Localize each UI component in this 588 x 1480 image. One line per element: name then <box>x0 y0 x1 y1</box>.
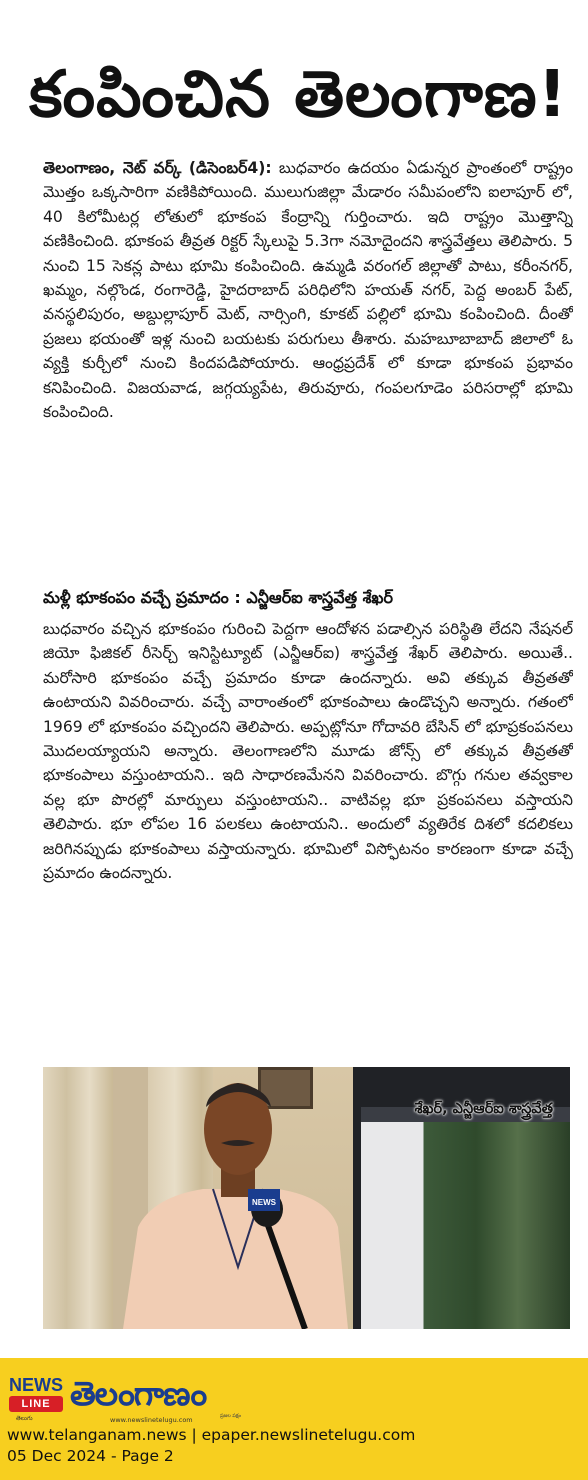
logo-line-text: LINE <box>9 1396 63 1412</box>
telanganam-logo: తెలంగాణం <box>70 1374 207 1413</box>
dateline: తెలంగాణం, నెట్ వర్క్ (డిసెంబర్4): <box>43 159 272 177</box>
mic-flag-label: NEWS <box>252 1198 276 1207</box>
logo-news-text: NEWS <box>9 1375 63 1395</box>
footer-urls: www.telanganam.news | epaper.newslinetelugu.com <box>7 1426 416 1444</box>
photo-caption: శేఖర్, ఎన్జీఆర్ఐ శాస్త్రవేత్త <box>414 1101 553 1117</box>
article-photo <box>43 1067 570 1329</box>
subheading: మళ్లీ భూకంపం వచ్చే ప్రమాదం : ఎన్జీఆర్ఐ శాస్త్రవేత్త శేఖర్ <box>43 588 393 607</box>
logo-news-sub: తెలుగు <box>16 1415 33 1422</box>
article-paragraph-1 <box>43 156 573 584</box>
footer <box>0 1358 588 1480</box>
logo-website: www.newslinetelugu.com <box>110 1416 193 1424</box>
newsline-logo <box>6 1375 66 1422</box>
headline: కంపించిన తెలంగాణ! <box>29 58 568 132</box>
logo-tagline: ప్రజల పక్షం <box>220 1413 242 1419</box>
paragraph-1-text: బుధవారం ఉదయం ఏడున్నర ప్రాంతంలో రాష్ట్రం మొత్తం ఒక్కసారిగా వణికిపోయింది. ములుగుజిల్లా మేడారం సమీపంలోని ఐలాపూర్ లో, 40 కిలోమీటర్ల లోతులో భూకంప కేంద్రాన్ని గుర్తించారు. ఇది రాష్ట్రం మొత్తాన్ని వణికించింది. భూకంప తీవ్రత రిక్టర్ స్కేలుపై 5.3గా నమోదైందని శాస్త్రవేత్తలు తెలిపారు. 5 నుంచి 15 సెకన్ల పాటు భూమి కంపించింది. ఉమ్మడి వరంగల్ జిల్లాతో పాటు, కరీంనగర్, ఖమ్మం, నల్గొండ, రంగారెడ్డి, హైదరాబాద్ పరిధిలోని హయత్ నగర్, పెద్ద అంబర్ పేట్, వనస్థలిపురం, అబ్దుల్లాపూర్ మెట్, నార్సింగి, కూకట్ పల్లిలో భూమి కంపించింది. దీంతో ప్రజలు భయంతో ఇళ్ల నుంచి బయటకు పరుగులు తీశారు. మహబూబాబాద్ జిలాలో ఓ వ్యక్తి కుర్చీలో నుంచి కిందపడిపోయారు. ఆంధ్రప్రదేశ్ లో కూడా భూకంప ప్రభావం కనిపించింది. విజయవాడ, జగ్గయ్యపేట, తిరువూరు, గంపలగూడెం పరిసరాల్లో భూమి కంపించింది. <box>43 159 573 422</box>
footer-date-page: 05 Dec 2024 - Page 2 <box>7 1447 174 1465</box>
article-paragraph-2: బుధవారం వచ్చిన భూకంపం గురించి పెద్దగా ఆందోళన పడాల్సిన పరిస్థితి లేదని నేషనల్ జియో ఫిజికల్ రీసెర్చ్ ఇనిస్టిట్యూట్ (ఎన్జీఆర్ఐ) శాస్త్రవేత్త శేఖర్ తెలిపారు. అయితే.. మరోసారి భూకంపం వచ్చే ప్రమాదం కూడా ఉందన్నారు. అవి తక్కువ తీవ్రతతో ఉంటాయని వివరించారు. వచ్చే వారాంతంలో భూకంపాలు ఉండొచ్చని అన్నారు. గతంలో 1969 లో భూకంపం వచ్చిందని తెలిపారు. అప్పట్లోనూ గోదావరి బేసిన్ లో భూప్రకంపనలు మొదలయ్యాయని అన్నారు. తెలంగాణలోని మూడు జోన్స్ లో తక్కువ తీవ్రతతో భూకంపాలు వస్తుంటాయని.. ఇది సాధారణమేనని వివరించారు. బొగ్గు గనుల తవ్వకాల వల్ల భూ పొరల్లో మార్పులు వస్తుంటాయని.. వాటివల్ల భూ ప్రకంపనలు వస్తాయని తెలిపారు. భూ లోపల 16 పలకలు ఉంటాయని.. అందులో వ్యతిరేక దిశలో కదలికలు జరిగినప్పుడు భూకంపాలు వస్తాయన్నారు. భూమిలో విస్ఫోటనం కారణంగా కూడా వచ్చే ప్రమాదం ఉందన్నారు. <box>43 620 573 883</box>
